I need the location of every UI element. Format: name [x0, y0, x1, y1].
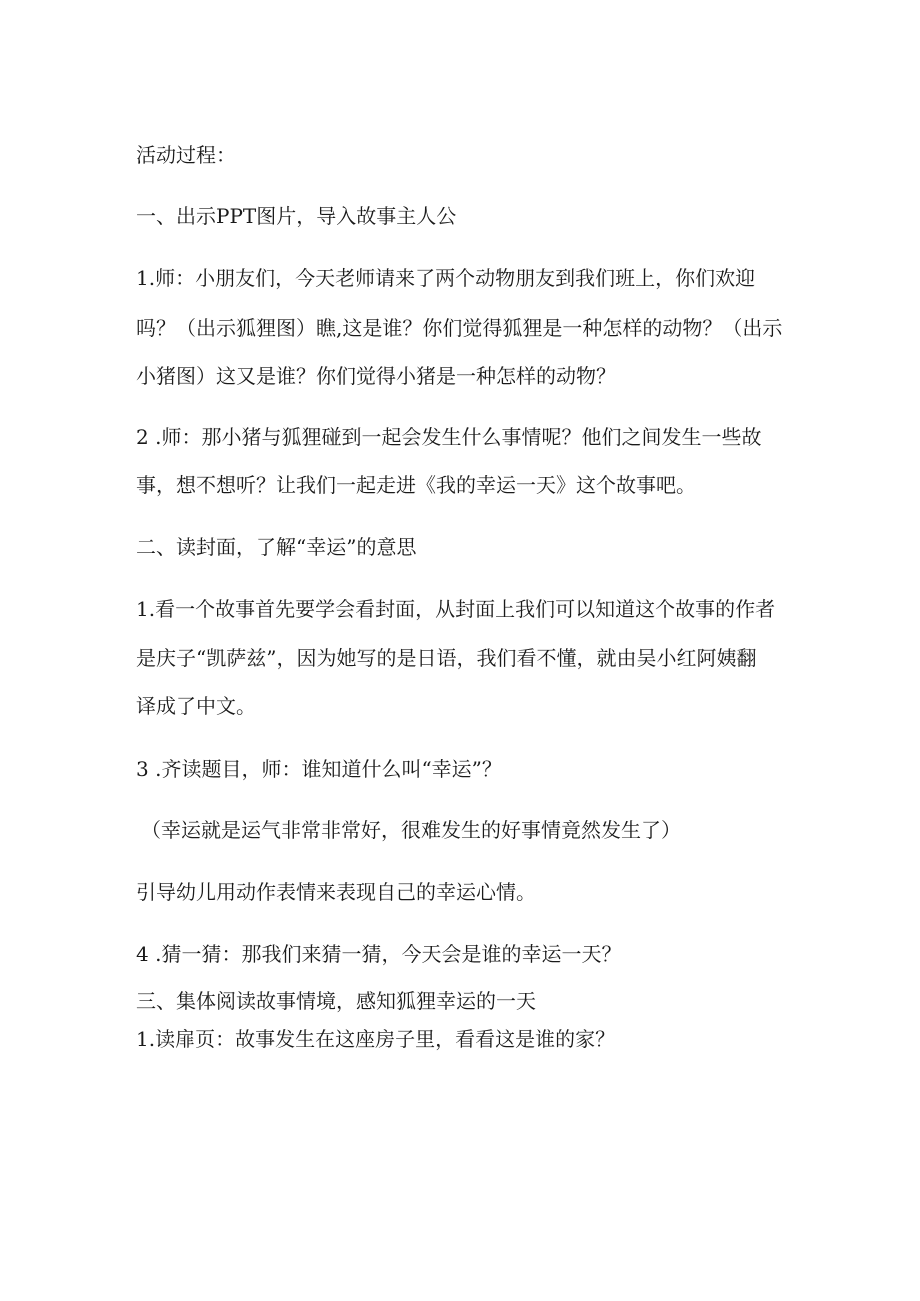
s1-item-2-line-2: 事，想不想听？让我们一起走进《我的幸运一天》这个故事吧。 — [136, 473, 696, 497]
s2-item-3: 3 .齐读题目，师：谁知道什么叫“幸运”？ — [136, 757, 502, 781]
activity-heading: 活动过程： — [136, 143, 236, 167]
s3-item-1: 1.读扉页：故事发生在这座房子里，看看这是谁的家？ — [136, 1027, 616, 1051]
s1-item-1-line-3: 小猪图）这又是谁？你们觉得小猪是一种怎样的动物？ — [136, 364, 616, 388]
s2-item-1-line-2: 是庆子“凯萨兹”，因为她写的是日语，我们看不懂，就由吴小红阿姨翻 — [136, 646, 757, 670]
section-2-title: 二、读封面，了解“幸运”的意思 — [136, 535, 417, 559]
s2-guide: 引导幼儿用动作表情来表现自己的幸运心情。 — [136, 880, 536, 904]
s1-item-1-line-2: 吗？（出示狐狸图）瞧,这是谁？你们觉得狐狸是一种怎样的动物？（出示 — [136, 316, 783, 340]
s2-item-1-line-1: 1.看一个故事首先要学会看封面，从封面上我们可以知道这个故事的作者 — [136, 597, 776, 621]
s1-item-1-line-1: 1.师：小朋友们，今天老师请来了两个动物朋友到我们班上，你们欢迎 — [136, 266, 756, 290]
s1-item-2-line-1: 2 .师：那小猪与狐狸碰到一起会发生什么事情呢？他们之间发生一些故 — [136, 425, 762, 449]
s2-item-4: 4 .猜一猜：那我们来猜一猜，今天会是谁的幸运一天？ — [136, 942, 622, 966]
s2-item-1-line-3: 译成了中文。 — [136, 694, 256, 718]
s2-answer: （幸运就是运气非常非常好，很难发生的好事情竟然发生了） — [141, 818, 681, 842]
section-3-title: 三、集体阅读故事情境，感知狐狸幸运的一天 — [136, 989, 536, 1013]
section-1-title: 一、出示PPT图片，导入故事主人公 — [136, 204, 457, 228]
